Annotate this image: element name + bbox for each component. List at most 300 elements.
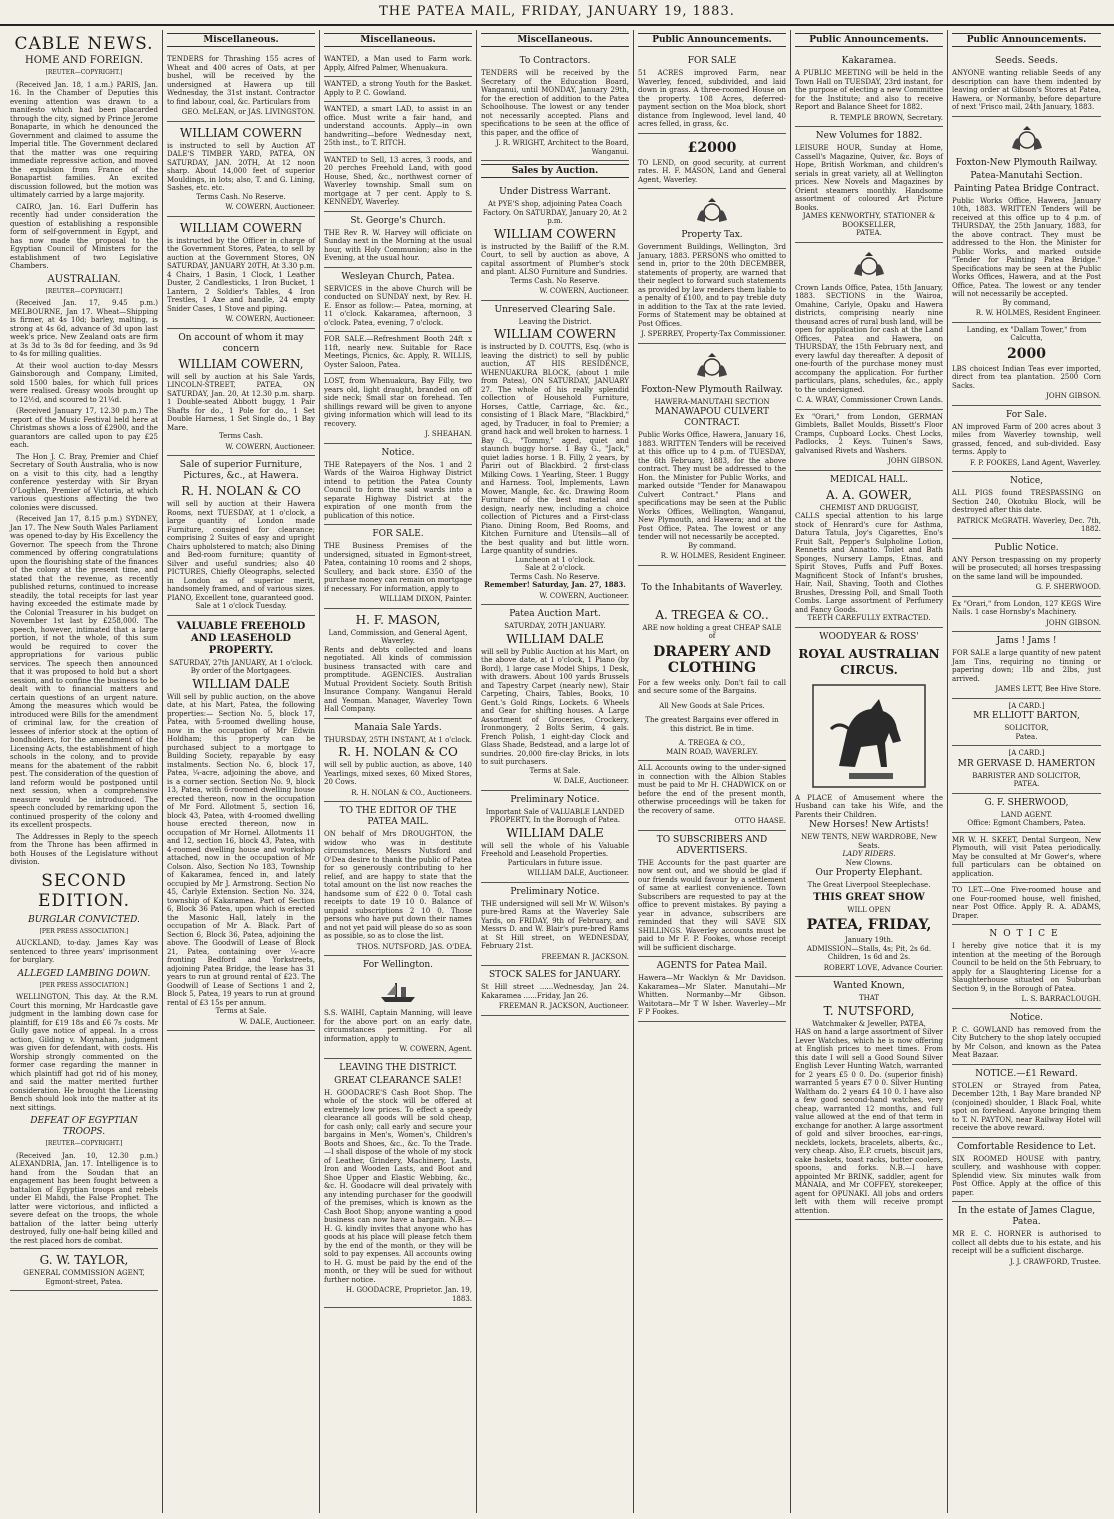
reuter-credit: [REUTER—COPYRIGHT.] <box>45 69 123 76</box>
ad-body: Remember! Saturday, Jan. 27, 1883. <box>484 580 626 589</box>
ad-title: New Volumes for 1882. <box>815 131 923 141</box>
ad-signature: L. S. BARRACLOUGH. <box>1021 995 1101 1003</box>
ad-title: Sale of superior Furniture, Pictures, &c., at Hawera. <box>179 460 303 481</box>
tea-ad <box>952 323 1101 406</box>
ad-body: CHEMIST AND DRUGGIST, <box>819 503 919 512</box>
crown-lands-ad <box>795 243 943 410</box>
ad-terms: Terms at Sale. <box>215 1007 267 1015</box>
hamerton-card <box>952 746 1101 794</box>
ad-body: By command. <box>687 541 737 550</box>
ad-signature: J. SHEAHAN. <box>425 430 472 438</box>
column-header: Public Announcements. <box>638 33 786 47</box>
egypt-news <box>10 1152 158 1246</box>
ad-body: Leaving the District. <box>518 317 592 326</box>
ad-title: Under Distress Warrant. <box>499 187 611 197</box>
gibson-ad <box>795 410 943 471</box>
ad-title: NOTICE <box>989 929 1064 939</box>
ad-body: ADMISSION—Stalls, 4s; Pit, 2s 6d. Children, 1s 6d and 2s. <box>806 944 932 961</box>
ad-body: TENDERS will be received by the Secretary of the Education Board, Wanganui, until MONDAY, January 29th, for the erection of addition to the Patea Schoolhouse. The lowest or any tender not necessarily accepted. Plans and specifications to be seen at the office of this paper, and the office of <box>481 69 629 137</box>
ad-signature: JOHN GIBSON. <box>1046 618 1101 627</box>
ad-terms: Terms Cash. <box>219 432 263 440</box>
column-header: Sales by Auction. <box>481 164 629 178</box>
ad-title: WILLIAM COWERN <box>179 220 303 235</box>
ad-terms: Terms at Sale. <box>529 766 581 775</box>
news-paragraph: At their wool auction to-day Messrs Gainsborough and Company, Limited, sold 1500 bales, for which full prices were realised. Greasy wools brought up to 12½d, and scoured to 21¼d. <box>10 361 158 404</box>
ad-body: Luncheon at 1 o'clock. <box>515 555 595 564</box>
ad-title: Unreserved Clearing Sale. <box>494 304 616 315</box>
ad-signature: WILLIAM DIXON, Painter. <box>379 595 472 603</box>
ad-body: is instructed by the Officer in charge of the Government Stores, Patea, to sell by auction at the Government Stores, ON SATURDAY, JANUARY 20TH, At 3.30 p.m. 4 Chairs, 1 Basin, 1 Clock, 1 Leather Duster, 2 Candlesticks, 1 Iron Bucket, 1 Lantern, 2 Soldier's Tables, 4 Iron Trestles, 1 Axe and handle, 24 empty Snider Cases, 1 Stove and piping. <box>167 236 315 313</box>
nutsford-ad <box>795 977 943 1220</box>
ad-body: ARE now holding a great CHEAP SALE of <box>642 623 782 640</box>
ad-title: AGENTS for Patea Mail. <box>656 961 768 971</box>
royal-crest-icon <box>846 250 892 280</box>
ad-body: MR W. H. SKEET, Dental Surgeon, New Plymouth, will visit Patea periodically. May be consulted at Mr Gower's, where full particulars can be obtained on application. <box>952 835 1101 878</box>
ad-signature: R. TEMPLE BROWN, Secretary. <box>830 113 943 122</box>
ad-body: Sale at 2 o'clock. <box>524 564 586 572</box>
ad-body: New Clowns. <box>845 858 893 867</box>
ad-body: SERVICES in the above Church will be conducted on SUNDAY next, by Rev. H. E. Ensor as follow:— Patea, morning, at 11 o'clock. Kakaramea, afternoon, 3 o'clock. Patea, evening, 7 o'clock. <box>324 284 472 327</box>
ad-title: Patea Auction Mart. <box>509 609 601 619</box>
booth-ad <box>324 332 472 374</box>
lambing-news <box>10 993 158 1112</box>
preliminary-ad <box>481 883 629 967</box>
ad-signature: JOHN GIBSON. <box>1046 392 1101 400</box>
ad-body: At PYE'S shop, adjoining Patea Coach Factory. On SATURDAY, January 20, At 2 p.m. <box>482 200 628 225</box>
ad-body: NEW TENTS, NEW WARDROBE, New Seats. <box>801 833 937 850</box>
news-paragraph: CAIRO, Jan. 16. Earl Dufferin has recently had under consideration the question of establishing a responsible form of self-government in Egypt, and has now made the proposal to the Egyptian Council of Ministers for the establishment of two Legislative Chambers. <box>10 202 158 270</box>
ad-title: G. W. TAYLOR, <box>39 1253 129 1267</box>
ad-body: Rents and debts collected and loans negotiated. All kinds of commission business transacted with care and promptitude. AGENCIES. Australian Mutual Provident Society. South British Insurance Company. Wanganui Herald and Yeoman. Manager, Waverley Town Hall Company. <box>324 645 472 713</box>
ad-signature: R. H. NOLAN & CO., Auctioneers. <box>351 788 472 797</box>
ad-body: WILL OPEN <box>847 905 891 914</box>
ad-body: Crown Lands Office, Patea, 15th January, 1883. SECTIONS in the Wairoa, Omahine, Carlyle, Opaku and Hawera districts, comprising nearly nine thousand acres of rural bush land, will be open for application for cash at the Land Offices, Patea and Hawera, on THURSDAY, the 15th February next, and every lawful day thereafter. A deposit of one-fourth of the purchase money must accompany the application. For further particulars, plans, schedules, &c., apply to the undersigned. <box>795 283 944 394</box>
goodacre-ad <box>324 1059 472 1309</box>
ad-terms: Terms Cash. No Reserve. <box>510 572 600 581</box>
home-news <box>10 81 158 271</box>
ad-body: [A CARD.] <box>1008 701 1045 710</box>
column-header: Public Announcements. <box>795 33 943 47</box>
reuter-credit: [REUTER—COPYRIGHT.] <box>45 1140 123 1147</box>
property-tax-ad <box>638 189 786 344</box>
ad-body: Patea. <box>1015 732 1038 741</box>
column-header: Public Announcements. <box>952 33 1101 47</box>
ad-signature: W. COWERN, Auctioneer. <box>225 442 315 451</box>
notice-ad <box>324 444 472 526</box>
ship-icon <box>375 975 421 1005</box>
ad-signature: OTTO HAASE. <box>734 817 786 825</box>
ad-signature: J. J. CRAWFORD, Trustee. <box>1009 1257 1101 1266</box>
ad-signature: PATRICK McGRATH. Waverley, Dec. 7th, 1882. <box>956 516 1101 533</box>
ad-body: THE Business Premises of the undersigned, situated in Egmont-street, Patea, containing 10 rooms and 2 shops, Scullery, and back store. £350 of the purchase money can remain on mortgage if necessary. For information, apply to <box>324 542 472 593</box>
ad-body: PATEA. <box>1013 780 1040 788</box>
ad-body: is instructed by the Bailiff of the R.M. Court, to sell by auction as above, A capital assortment of Plumber's stock and plant. ALSO Furniture and Sundries. <box>481 242 629 276</box>
egypt-heading: DEFEAT OF EGYPTIAN TROOPS. <box>30 1116 138 1137</box>
ad-body: LAND AGENT. <box>1000 810 1053 819</box>
tolet-ad <box>952 883 1101 925</box>
ad-body: TO LEND, on good security, at current rates. H. F. MASON, Land and General Agent, Waverley. <box>638 158 786 184</box>
distress-ad <box>481 183 629 301</box>
ad-body: Our Property Elephant. <box>815 868 923 878</box>
ad-body: LADY RIDERS. <box>842 850 896 858</box>
ad-body: ANYONE wanting reliable Seeds of any description can have them indented by leaving order at Gibson's Stores at Patea, Hawera, or Normanby, before departure of next 'Frisco mail, 24th January, 1883. <box>952 69 1101 111</box>
ad-title: MR ELLIOTT BARTON, <box>973 711 1080 721</box>
ad-body: MR E. C. HORNER is authorised to collect all debts due to his estate, and his receipt will be a sufficient discharge. <box>952 1230 1101 1255</box>
ad-body: THE Rev R. W. Harvey will officiate on Sunday next in the Morning at the usual hour, with Holy Communion; also in the Evening, at the usual hour. <box>324 228 472 262</box>
mart-ad <box>481 605 629 791</box>
wanted-ad <box>324 77 472 102</box>
editor-letter <box>324 802 472 956</box>
ad-title: Seeds. Seeds. <box>995 56 1058 66</box>
ad-body: WANTED, a strong Youth for the Basket. Apply to P. C. Gowland. <box>324 80 472 97</box>
ad-title: A. TREGEA & CO.. <box>655 607 769 622</box>
ad-body: All New Goods at Sale Prices. <box>659 701 765 710</box>
ad-body: 51 ACRES improved Farm, near Waverley, fenced, subdivided, and laid down in grass. A three-roomed House on the property. 108 Acres, deferred-payment section on the Moa block, short distance from Inglewood, level land, 40 acres felled, in grass, &c. <box>638 69 786 128</box>
ad-title: Notice. <box>381 447 415 458</box>
ad-title: A. A. GOWER, <box>826 487 912 502</box>
ad-title: WILLIAM DALE <box>506 631 604 646</box>
ad-body: CALLS special attention to his large stock of Henrard's cure for Asthma, Datura Tatula, Joy's Cigarettes, Eno's Fruit Salt, Pepper's Sulpholine Lotion, Rennetts and Annatto. Toilet and Bath Sponges, Nursery Lamps, Etnas, and Spirit Stoves, Puffs and Puff Boxes. Magnificent Stock of Infant's brushes, Hair, Nail, Shaving, Tooth and Clothes Brushes, Dressing Poll, and Small Tooth Combs. Large assortment of Perfumery and Fancy Goods. <box>795 512 943 614</box>
cowern-ad <box>167 122 315 217</box>
ad-title: Preliminary Notice. <box>510 794 600 805</box>
painting-bridge-ad <box>952 117 1101 323</box>
ad-title: NOTICE.—£1 Reward. <box>975 1068 1078 1079</box>
ad-body: will sell by Public Auction at his Mart, on the above date, at 1 o'clock, 1 Piano (by Bord), 1 large case Model Ships, 1 Desk, with drawers. About 100 yards Brussels and Tapestry Carpet (nearly new), Stair Carpeting, Chairs, Tables, Books, 10 Gent.'s Gold Rings, Lockets. 6 Wheels and Gear for shifting houses. A Large Assortment of Groceries, Crockery, Ironmongery, 2 Bolts Serim, 4 gals. French Polish, 1 eight-day Clock and Glass Shade, Bedstead, and a large lot of sundries. 20,000 fire-clay Bricks, in lots to suit purchasers. <box>481 647 629 766</box>
ad-title: FOR SALE. <box>372 529 424 539</box>
ad-title: WILLIAM COWERN, <box>178 356 304 371</box>
public-notice-ad <box>952 539 1101 597</box>
ad-body: Will sell by public auction, on the above date, at his Mart, Patea, the following properties:— Section No. 5, block 17, Patea, with 5-roomed dwelling house, now in the occupation of Mr Edwin Holdham; this property can be purchased subject to a mortgage to Building Society, repayable by easy instalments. Section No. 6, block 17, Patea, ¼-acre, adjoining the above, and is a corner section. Section No. 9, block 13, Patea, with 6-roomed dwelling house erected thereon, now in the occupation of Mr Ford. Allotment 5, section 16, block 43, Patea, with 4-roomed dwelling house erected thereon, now in occupation of Mr Hornel. Allotments 11 and 12, section 16, block 43, Patea, with 4-roomed dwelling house and workshop attached, now in the occupation of Mr Colson. Also, Section No 183, Township of Kakaramea, fenced in, and lately occupied by Mr J. Armstrong. Section No 45, Carlyle Extension. Section No. 324, township of Kakaramea. Part of Section 6, Block 36 Patea, upon which is erected the Masonic Hall, lately in the occupation of Mr A. Black. Part of Section 6, Block 36, Patea, adjoining the above. The Goodwill of Lease of Block 21, Patea, containing over ¼-acre fronting Bedford and Yorkstreets, adjoining Patea Bridge, the lease has 31 years to run at ground rental of £23. The Goodwill of Lease of Sections 1 and 2, Block 5, Patea, 19 years to run at ground rental of £3 15s per annum. <box>167 692 315 1007</box>
ad-title: Public Notice. <box>994 542 1059 553</box>
kakaramea-ad <box>795 52 943 127</box>
ad-body: THE Accounts for the past quarter are now sent out, and we should be glad if our friends would favour by a settlement of same at earliest convenience. Town Subscribers are requested to pay at the office to prevent mistakes. By paying a year in advance, subscribers are reminded that they will SAVE SIX SHILLINGS. Waverley accounts must be paid to Mr F. P. Fookes, whose receipt will be sufficient discharge. <box>638 858 786 952</box>
tenders-ad <box>167 52 315 122</box>
preliminary-ad <box>481 791 629 883</box>
ad-title: MR GERVASE D. HAMERTON <box>957 758 1096 769</box>
ad-body: The greatest Bargains ever offered in this district. Be in time. <box>645 716 779 733</box>
ad-title: R. H. NOLAN & CO <box>338 745 458 759</box>
ad-signature: H. GOODACRE, Proprietor. Jan. 19, 1883. <box>345 1286 472 1303</box>
ad-body: Public Works Office, Hawera, January 16, 1883. WRITTEN Tenders will be received at this office up to 4 p.m. of TUESDAY, the 6th February, 1883, for the above contract. They must be addressed to the Hon. the Minister for Public Works, and marked outside "Tender for Manawapou Culvert Contract." Plans and specifications may be seen at the Public Works Offices, Wellington, Wanganui, New Plymouth, and Hawera; and at the Post Office, Patea. The lowest or any tender will not necessarily be accepted. <box>638 431 786 541</box>
ad-signature: W. COWERN, Auctioneer. <box>225 203 315 211</box>
ad-title: WILLIAM DALE <box>506 825 604 840</box>
clague-estate-ad <box>952 1202 1101 1270</box>
ad-title: T. NUTSFORD, <box>823 1003 915 1018</box>
ad-title: R. H. NOLAN & CO <box>181 484 301 498</box>
contractors-ad <box>481 52 629 161</box>
ad-title: Patea-Manutahi Section. <box>970 170 1083 181</box>
ad-title: STOCK SALES for JANUARY. <box>488 970 622 980</box>
culvert-ad <box>638 344 786 566</box>
ad-signature: W. DALE, Auctioneer. <box>239 1017 315 1026</box>
ad-title: To the Inhabitants of Waverley. <box>641 582 783 593</box>
ad-title: MEDICAL HALL. <box>830 474 908 485</box>
ad-body: STOLEN or Strayed from Patea, December 12th, 1 Bay Mare branded NP (conjoined) shoulder, 1 Black Foal, white spot on forehead. Anyone bringing them to T. N. PAYTON, near Railway Hotel will receive the above reward. <box>952 1081 1101 1132</box>
ad-body: By order of the Mortgagees. <box>190 667 292 675</box>
wanted-ad <box>324 102 472 153</box>
ad-body: Particulars in future issue. <box>507 858 603 867</box>
column-header: Miscellaneous. <box>324 33 472 47</box>
barton-card <box>952 699 1101 747</box>
ad-signature: FREEMAN R. JACKSON. <box>541 952 629 961</box>
masthead: THE PATEA MAIL, FRIDAY, JANUARY 19, 1883. <box>0 0 1114 26</box>
ad-signature: WILLIAM DALE, Auctioneer. <box>527 869 629 877</box>
ad-title: G. F. SHERWOOD, <box>984 797 1069 808</box>
ad-body: Hawera—Mr Wacklyn & Mr Davidson. Kakaramea—Mr Slater. Manutahi—Mr Whitten. Normanby—Mr Gibson. Waitotara—Mr T W Isher. Waverley—Mr F P Fookes. <box>638 974 786 1016</box>
ad-terms: Sale at 1 o'clock Tuesday. <box>195 602 287 610</box>
ad-headline: 2000 <box>1007 345 1046 362</box>
ad-signature: W. DALE, Auctioneer. <box>553 777 629 785</box>
ad-signature: FREEMAN R. JACKSON, Auctioneer. <box>498 1002 629 1010</box>
ad-title: Preliminary Notice. <box>510 886 600 897</box>
ad-title: Foxton-New Plymouth Railway. <box>955 157 1098 168</box>
ad-signature: G. F. SHERWOOD. <box>1035 583 1101 591</box>
farm-sale-ad <box>638 52 786 134</box>
freehold-ad <box>167 616 315 1032</box>
ad-headline: DRAPERY AND CLOTHING <box>653 643 771 676</box>
ad-body: ALL PIGS found TRESPASSING on Section 240, Okotuku Block, will be destroyed after this date. <box>952 489 1101 514</box>
ad-body: LOST, from Whenuakura, Bay Filly, two years old, light draught, branded on off side neck; Small star on forehead. Ten shillings reward will be given to anyone giving information which will lead to its recovery. <box>324 377 472 428</box>
ad-body: SOLICITOR, <box>1004 724 1049 732</box>
jams-ad <box>952 632 1101 699</box>
press-credit: [PER PRESS ASSOCIATION.] <box>39 981 129 989</box>
ad-title: Notice, <box>1009 476 1044 486</box>
ad-body: WANTED, a smart LAD, to assist in an office. Must write a fair hand, and understand accounts. Apply—in own handwriting—before Wednesday next, 25th inst., to T. RITCH. <box>324 105 472 147</box>
ad-address: MAIN ROAD, WAVERLEY. <box>666 747 758 756</box>
ad-signature: F. P. FOOKES, Land Agent, Waverley. <box>970 458 1101 467</box>
ad-title: Foxton-New Plymouth Railway. <box>641 384 783 395</box>
ad-signature: JOHN GIBSON. <box>888 457 943 465</box>
ad-body: is instructed to sell by Auction AT DALE'S TIMBER YARD, PATEA, ON SATURDAY, JAN. 20TH, At 12 noon sharp. About 14,000 feet of superior Mouldings, in lots; also, T. and G. Lining, Sashes, etc. etc. <box>167 141 315 192</box>
news-paragraph: The Addresses in Reply to the speech from the Throne has been affirmed in both Houses of the Legislature without division. <box>10 832 158 866</box>
volumes-ad <box>795 127 943 243</box>
news-paragraph: (Received Jan. 10, 12.30 p.m.) ALEXANDRIA, Jan. 17. Intelligence is to hand from the Soudan that an engagement has been fought between a battalion of Egyptian troops and rebels under El Mahdi, the False Prophet. The latter were victorious, and inflicted a severe defeat on the troops, the whole battalion of the latter being utterly destroyed, fully one-half being killed and the rest placed hors de combat. <box>10 1151 158 1245</box>
ad-body: Important Sale of VALUABLE LANDED PROPERTY, In the Borough of Patea. <box>485 807 625 824</box>
ad-date: THURSDAY, 25TH INSTANT, At 1 o'clock. <box>324 735 472 744</box>
ad-terms: Terms Cash. No Reserve. <box>196 192 286 201</box>
ad-signature: THOS. NUTSFORD, JAS. O'DEA. <box>356 942 472 951</box>
ad-body: THE Ratepayers of the Nos. 1 and 2 Wards of the Wairoa Highway District intend to petition the Patea County Council to form the said wards into a separate Highway District at the expiration of one month from the publication of this notice. <box>324 460 472 520</box>
royal-crest-icon <box>689 351 735 381</box>
ad-body: will sell by public auction, as above, 140 Yearlings, mixed sexes, 60 Mixed Stores, 20 Cows. <box>324 761 472 786</box>
column-miscellaneous-3 <box>477 30 634 1513</box>
reuter-credit: [REUTER—COPYRIGHT.] <box>45 287 123 295</box>
reward-ad <box>952 1065 1101 1138</box>
news-paragraph: (Received Jan. 17, 9.45 p.m.) MELBOURNE, Jan 17. Wheat—Shipping is firmer, at 4s 10d; barley, malting, is strong at 4s 6d, advance of 3d upon last week's price. New Zealand oats are firm at 3s 3d to 3s 8d for feeding, and 3s 9d to 4s for milling qualities. <box>10 299 158 358</box>
ad-body: THAT <box>858 994 880 1002</box>
medical-hall-ad <box>795 471 943 628</box>
ad-title: WILLIAM COWERN <box>179 125 303 140</box>
manaia-ad <box>324 719 472 803</box>
ad-signature: ROBERT LOVE, Advance Courier. <box>823 963 943 972</box>
press-credit: [PER PRESS ASSOCIATION.] <box>39 927 129 935</box>
ad-body: Watchmaker & Jeweller, PATEA, <box>812 1019 926 1028</box>
ad-body: A PLACE of Amusement where the Husband can take his Wife, and the Parents their Children. <box>795 793 943 819</box>
ad-body: Landing, ex "Dallam Tower," from Calcutta, <box>966 325 1087 342</box>
ad-title: On account of whom it may concern <box>178 332 304 354</box>
lambing-heading: ALLEGED LAMBING DOWN. <box>17 968 151 979</box>
column-miscellaneous-1 <box>163 30 320 1513</box>
column-cable-news <box>6 30 163 1513</box>
ad-signature: W. COWERN, Agent. <box>399 1045 472 1053</box>
ad-title: St. George's Church. <box>350 215 446 226</box>
royal-crest-icon <box>689 196 735 226</box>
pigs-notice-ad <box>952 472 1101 539</box>
ad-body: A PUBLIC MEETING will be held in the Town Hall on TUESDAY, 23rd instant, for the purpose of electing a new Committee for the Institute; and also to receive Report and Balance Sheet for 1882. <box>795 69 943 111</box>
home-foreign-subtitle: HOME AND FOREIGN. <box>25 55 143 66</box>
ad-title: WILLIAM DALE <box>192 676 290 691</box>
church-ad <box>324 268 472 333</box>
ad-body: Land, Commission, and General Agent, Waverley. <box>328 628 468 645</box>
ad-body: TEETH CAREFULLY EXTRACTED. <box>807 614 931 622</box>
ad-title: For Wellington. <box>362 960 434 970</box>
ad-body: The Great Liverpool Steeplechase. <box>807 881 931 889</box>
ad-headline: THIS GREAT SHOW <box>813 891 925 903</box>
ad-body: will sell by auction at their Hawera Rooms, next TUESDAY, at 1 o'clock, a large quantity of London made Furniture, consigned for clearance; comprising 2 Suites of easy and upright Chairs upholstered to match; also Dining and Bed-room furniture; quantity of Silver and useful sundries; also 40 PICTURES, Chiefly Oleographs, selected in London as of superior merit, handsomely framed, and of various sizes. PIANO, Excellent tone, guaranteed good. <box>167 500 315 602</box>
ad-body: HAS on hand a large assortment of Silver Lever Watches, which he is now offering at English prices to meet times. From this date I will sell a Good Sound Silver English Lever Hunting Watch, warranted for 2 years £5 0 0. Do. (superior finish) warranted 5 years £7 0 0. Silver Hunting Waltham do. 2 years £4 10 0. I have also a few good second-hand watches, very cheap, warranted 12 months, and full value allowed at the end of that term in exchange for another. A large assortment of gold and silver brooches, ear-rings, necklets, lockets, bracelets, alberts, &c., very cheap. Also, E.P. cruets, biscuit jars, cake baskets, toast racks, butter coolers, spoons, and forks. N.B.—I have appointed Mr BRINK, saddler, agent for MANAIA, and Mr COFFEY, storekeeper, agent for OPUNAKI. All jobs and orders left with them will receive prompt attention. <box>795 1028 943 1215</box>
ad-body: WANTED to Sell, 13 acres, 3 roods, and 20 perches Freehold Land, with good House, Shed, &c., northwest corner of Waverley township. Small sum on mortgage at 7 per cent. Apply to S. KENNEDY, Waverley. <box>324 155 472 206</box>
forsale-ad <box>324 525 472 609</box>
slaughter-notice-ad <box>952 925 1101 1009</box>
ad-title: WILLIAM COWERN <box>493 327 617 341</box>
ad-title: FOR SALE <box>687 56 737 66</box>
news-paragraph: (Received Jan 17, 8.15 p.m.) SYDNEY, Jan 17. The New South Wales Parliament was opened to-day by His Excellency the Governor. The speech from the Throne commenced by offering congratulations upon the flourishing state of the finances of the colony at the present time, and stated that the revenue, as recently published returns, continued to increase steadily, the total receipts for last year having exceeded the estimate made by the Colonial Treasurer in his budget on November 1st last by £258,000. The speech, however, intimated that a large portion, if not the whole, of this sum would be required to cover the appropriations for various public services. The speech then announced that it was proposed to hold but a short session, and to confine the business to be dealt with to financial matters and certain questions of an urgent nature. Among the measures which would be introduced were Bills for the amendment of criminal law, for the creation of lessees of inferior stock at the option of bondholders, for the amendment of the Licensing Acts, the establishment of high schools in the colony, and to provide means for the abatement of the rabbit pest. The consideration of the question of land reform would be postponed until next session, when a comprehensive measure would be introduced. The speech concluded by remarking upon the continued prosperity of the colony and its excellent prospects. <box>10 515 158 829</box>
ad-signature: A. TREGEA & CO., <box>678 739 746 747</box>
circus-ad <box>795 628 943 978</box>
subscribers-ad <box>638 831 786 958</box>
ad-body: Government Buildings, Wellington, 3rd January, 1883. PERSONS who omitted to send in, prior to the 20th DECEMBER, statements of property, are warned that their neglect to forward such statements as provided by law renders them liable to a penalty of £100, and to pay treble duty in addition to the Tax at the rate levied. Forms of Statement may be obtained at Post Offices. <box>638 243 786 328</box>
news-paragraph: WELLINGTON, This day. At the R.M. Court this morning, Mr Hardcastle gave judgment in the lambing down case for plaintiff, for £19 18s and £6 7s costs. Mr Gully gave notice of appeal. In a cross action, Gilding v. Moynahan, judgment was given for defendant, with costs. His Worship strongly commented on the former case regarding the manner in which plaintiff had got rid of his money, and said the matter merited further consideration. He brought the Licensing Bench should look into the matter at its next sittings. <box>10 993 158 1112</box>
nails-ad <box>952 597 1101 633</box>
ad-title: Painting Patea Bridge Contract. <box>953 183 1100 194</box>
ad-body: GENERAL COMMISSION AGENT, <box>23 1269 145 1277</box>
burglar-heading: BURGLAR CONVICTED. <box>28 914 140 925</box>
burglar-news <box>10 939 158 965</box>
circus-horse-icon <box>809 681 929 791</box>
ad-signature: JAMES LETT, Bee Hive Store. <box>995 685 1101 693</box>
seeds-ad <box>952 52 1101 117</box>
column-public-announcements-3 <box>948 30 1105 1513</box>
ad-title: £2000 <box>687 139 737 156</box>
ad-body: Office: Egmont Chambers, Patea. <box>967 819 1086 827</box>
ad-signature: J. R. WRIGHT, Architect to the Board, Wanganui. <box>496 139 629 156</box>
skeet-ad <box>952 833 1101 884</box>
ad-body: AN improved Farm of 200 acres about 3 miles from Waverley township, well grassed, fenced, and sub-divided. Easy terms. Apply to <box>952 422 1101 456</box>
ad-body: FOR SALE.—Refreshment Booth 24ft x 11ft, nearly new. Suitable for Race Meetings, Picnics, &c. Apply, R. WILLIS, Oyster Saloon, Patea. <box>324 335 472 369</box>
furniture-ad <box>167 456 315 616</box>
wanted-ad <box>324 52 472 77</box>
ad-title: GREAT CLEARANCE SALE! <box>334 1075 462 1086</box>
ad-title: Manaia Sale Yards. <box>354 722 442 733</box>
ad-body: will sell by auction at his Sale Yards, LINCOLN-STREET, PATEA, ON SATURDAY, Jan. 20, At 12.30 p.m. sharp. 1 Double-seated Abbott buggy, 1 Pair Shafts for do., 1 Pole for do., 1 Set Double Harness, 1 Set Single do., 1 Bay Mare. <box>167 372 315 432</box>
royal-crest-icon <box>1004 124 1050 154</box>
ad-body: HAWERA-MANUTAHI SECTION <box>654 397 770 406</box>
australian-news <box>10 299 158 867</box>
ad-signature: JAMES KENWORTHY, STATIONER & BOOKSELLER, <box>802 212 936 229</box>
church-ad <box>324 212 472 268</box>
ad-date: SATURDAY, 20TH JANUARY. <box>504 622 606 630</box>
news-paragraph: The Hon J. C. Bray, Premier and Chief Secretary of South Australia, who is now on a visit to this city, had a lengthy conference yesterday with Sir Bryan O'Loghlen, Premier of Victoria, at which various questions affecting the two colonies were discussed. <box>10 452 158 512</box>
ad-body: S.S. WAIHI, Captain Manning, will leave for the above port on an early date, circumstances permitting. For all information, apply to <box>324 1009 472 1043</box>
ad-title: Jams ! Jams ! <box>996 636 1057 646</box>
ad-title: WILLIAM COWERN <box>493 226 617 241</box>
cable-news-title: CABLE NEWS. <box>14 34 154 54</box>
ad-body: WANTED, a Man used to Farm work. Apply, Alfred Palmer, Whenuakura. <box>324 55 472 72</box>
ad-title: Comfortable Residence to Let. <box>956 1141 1097 1152</box>
ad-title: Property Tax. <box>681 230 743 240</box>
account-ad <box>167 329 315 457</box>
column-header: Miscellaneous. <box>481 33 629 47</box>
wellington-ad <box>324 956 472 1059</box>
ad-title: Kakaramea. <box>841 56 897 66</box>
cowern-ad <box>167 217 315 329</box>
ad-body: New Horses! New Artists! <box>809 820 929 830</box>
ad-headline: PATEA, FRIDAY, <box>806 917 932 933</box>
ad-body: LBS choicest Indian Teas ever imported, direct from tea plantation. 2500 Corn Sacks. <box>952 364 1101 390</box>
ad-title: VALUABLE FREEHOLD AND LEASEHOLD PROPERTY. <box>176 620 306 656</box>
ad-title: TO SUBSCRIBERS AND ADVERTISERS. <box>656 834 768 856</box>
ad-title: For Sale. <box>1006 409 1047 420</box>
ad-body: St Hill street ......Wednesday, Jan 24. Kakaramea ......Friday, Jan 26. <box>481 983 629 1000</box>
ad-signature: C. A. WRAY, Commissioner Crown Lands. <box>796 396 943 404</box>
lend-ad <box>638 134 786 190</box>
ad-body: BARRISTER AND SOLICITOR, <box>972 771 1081 780</box>
newspaper-columns <box>6 30 1108 1513</box>
ad-title: To Contractors. <box>519 56 591 66</box>
ad-signature: J. SPERREY, Property-Tax Commissioner. <box>641 330 786 338</box>
ad-title: TO THE EDITOR OF THE PATEA MAIL. <box>339 806 457 827</box>
ad-body: P. C. GOWLAND has removed from the City Butchery to the shop lately occupied by Mr Colson, and known as the Patea Meat Bazaar. <box>952 1025 1101 1059</box>
ad-title: Wanted Known, <box>833 981 905 991</box>
ad-title: In the estate of James Clague, Patea. <box>957 1206 1096 1227</box>
ad-signature: W. COWERN, Auctioneer. <box>539 287 629 295</box>
ad-body: H. GOODACRE'S Cash Boot Shop. The whole of the stock will be offered at extremely low prices. To effect a speedy clearance all goods will be sold cheap, for cash only; call early and secure your bargains in Men's, Women's, Children's Boots and Shoes, &c., &c. To the Trade.—I shall dispose of the whole of my stock of Leather, Grindery, Machinery, Lasts, Iron and Wooden Lasts, and Boot and Shoe Upper and Elastic Webbing, &c., &c. H. Goodacre will deal privately with any intending purchaser for the goodwill of the premises, which is known as the Cash Boot Shop; anyone wanting a good business can now have a bargain. N.B.—H. G. kindly invites that anyone who has goods at his place will please fetch them by the end of the month, or they will be sold to pay expenses. All accounts owing to H. G. must be paid by the end of the month, or they will be sued for without further notice. <box>324 1088 472 1284</box>
ad-signature: R. W. HOLMES, Resident Engineer. <box>975 309 1101 317</box>
ad-title: Notice. <box>1009 1012 1044 1023</box>
agents-ad <box>638 957 786 1022</box>
ad-title: WOODYEAR & ROSS' <box>819 631 919 642</box>
ad-body: By command, <box>1002 298 1051 307</box>
ad-body: will sell the whole of his Valuable Freehold and Leasehold Properties. <box>481 841 629 858</box>
news-paragraph: (Received Jan. 18, 1 a.m.) PARIS, Jan. 16. In the Chamber of Deputies this evening attention was drawn to a manifesto which had been placarded through the city, signed by Prince Jerome Bonaparte, in which he denounced the Government and claimed to assume the Imperial title. The Government declared that the matter was one requiring immediate repressive action, and moved the expulsion from France of the Bonapartist families. An excited discussion followed, but the motion was ultimately carried by a large majority. <box>10 80 158 199</box>
lost-ad <box>324 374 472 444</box>
column-public-announcements-2 <box>791 30 948 1513</box>
ad-headline: ROYAL AUSTRALIAN CIRCUS. <box>798 646 940 677</box>
ad-title: H. F. MASON, <box>355 612 441 627</box>
australian-heading: AUSTRALIAN. <box>47 273 121 285</box>
ad-title: LEAVING THE DISTRICT. <box>339 1062 457 1073</box>
ad-signature: R. W. HOLMES, Resident Engineer. <box>660 552 786 560</box>
gowland-notice-ad <box>952 1009 1101 1065</box>
ad-body: Public Works Office, Hawera, January 10th, 1883. WRITTEN Tenders will be received at this office up to 4 p.m. of THURSDAY, the 25th January, 1883, for the above contract. They must be addressed to the Hon. the Minister for Public Works, and marked outside "Tender for Painting Patea Bridge." Specifications may be seen at the Public Works Offices, Hawera, and at the Post Office, Patea. The lowest or any tender will not necessarily be accepted. <box>952 196 1101 298</box>
ad-body: TO LET.—One Five-roomed house and one Four-roomed house, well finished, near Post Office. Apply R. A. ADAMS, Draper. <box>952 886 1101 920</box>
farm-forsale-ad <box>952 406 1101 473</box>
second-edition-title: SECOND EDITION. <box>38 870 130 911</box>
ad-date: SATURDAY, 27th JANUARY, At 1 o'clock. <box>169 658 313 667</box>
ad-address: PATEA. <box>856 229 882 237</box>
ad-body: [A CARD.] <box>1008 749 1045 757</box>
ad-body: THE undersigned will sell Mr W. Wilson's pure-bred Rams at the Waverley Sale Yards, on FRIDAY, 9th of February, and Messrs D. and W. Blair's pure-bred Rams at St Hill street, on WEDNESDAY, February 21st. <box>481 899 629 950</box>
residence-ad <box>952 1138 1101 1203</box>
mason-ad <box>324 609 472 719</box>
ad-body: Ex "Orari," from London, GERMAN Gimblets, Ballet Moulds, Bissett's Floor Cramps, Cupboard Locks. Chest Locks, Padlocks, 2 Keys. Tuinen's Saws, galvanised Rivets and Washers. <box>795 412 943 455</box>
ad-body: SIX ROOMED HOUSE with pantry, scullery, and washhouse with copper. Splendid view. Six minutes walk from Post Office. Apply at the office of this paper. <box>952 1154 1101 1197</box>
haase-ad <box>638 761 786 831</box>
news-paragraph: AUCKLAND, to-day. James Kay was sentenced to three years' imprisonment for burglary. <box>10 939 158 964</box>
ad-body: Egmont-street, Patea. <box>45 1277 123 1286</box>
ad-body: For a few weeks only. Don't fail to call and secure some of the Bargains. <box>638 678 786 695</box>
ad-body: Ex "Orari," from London, 127 KEGS Wire Nails. 1 case Hornsby's Machinery. <box>952 599 1101 616</box>
